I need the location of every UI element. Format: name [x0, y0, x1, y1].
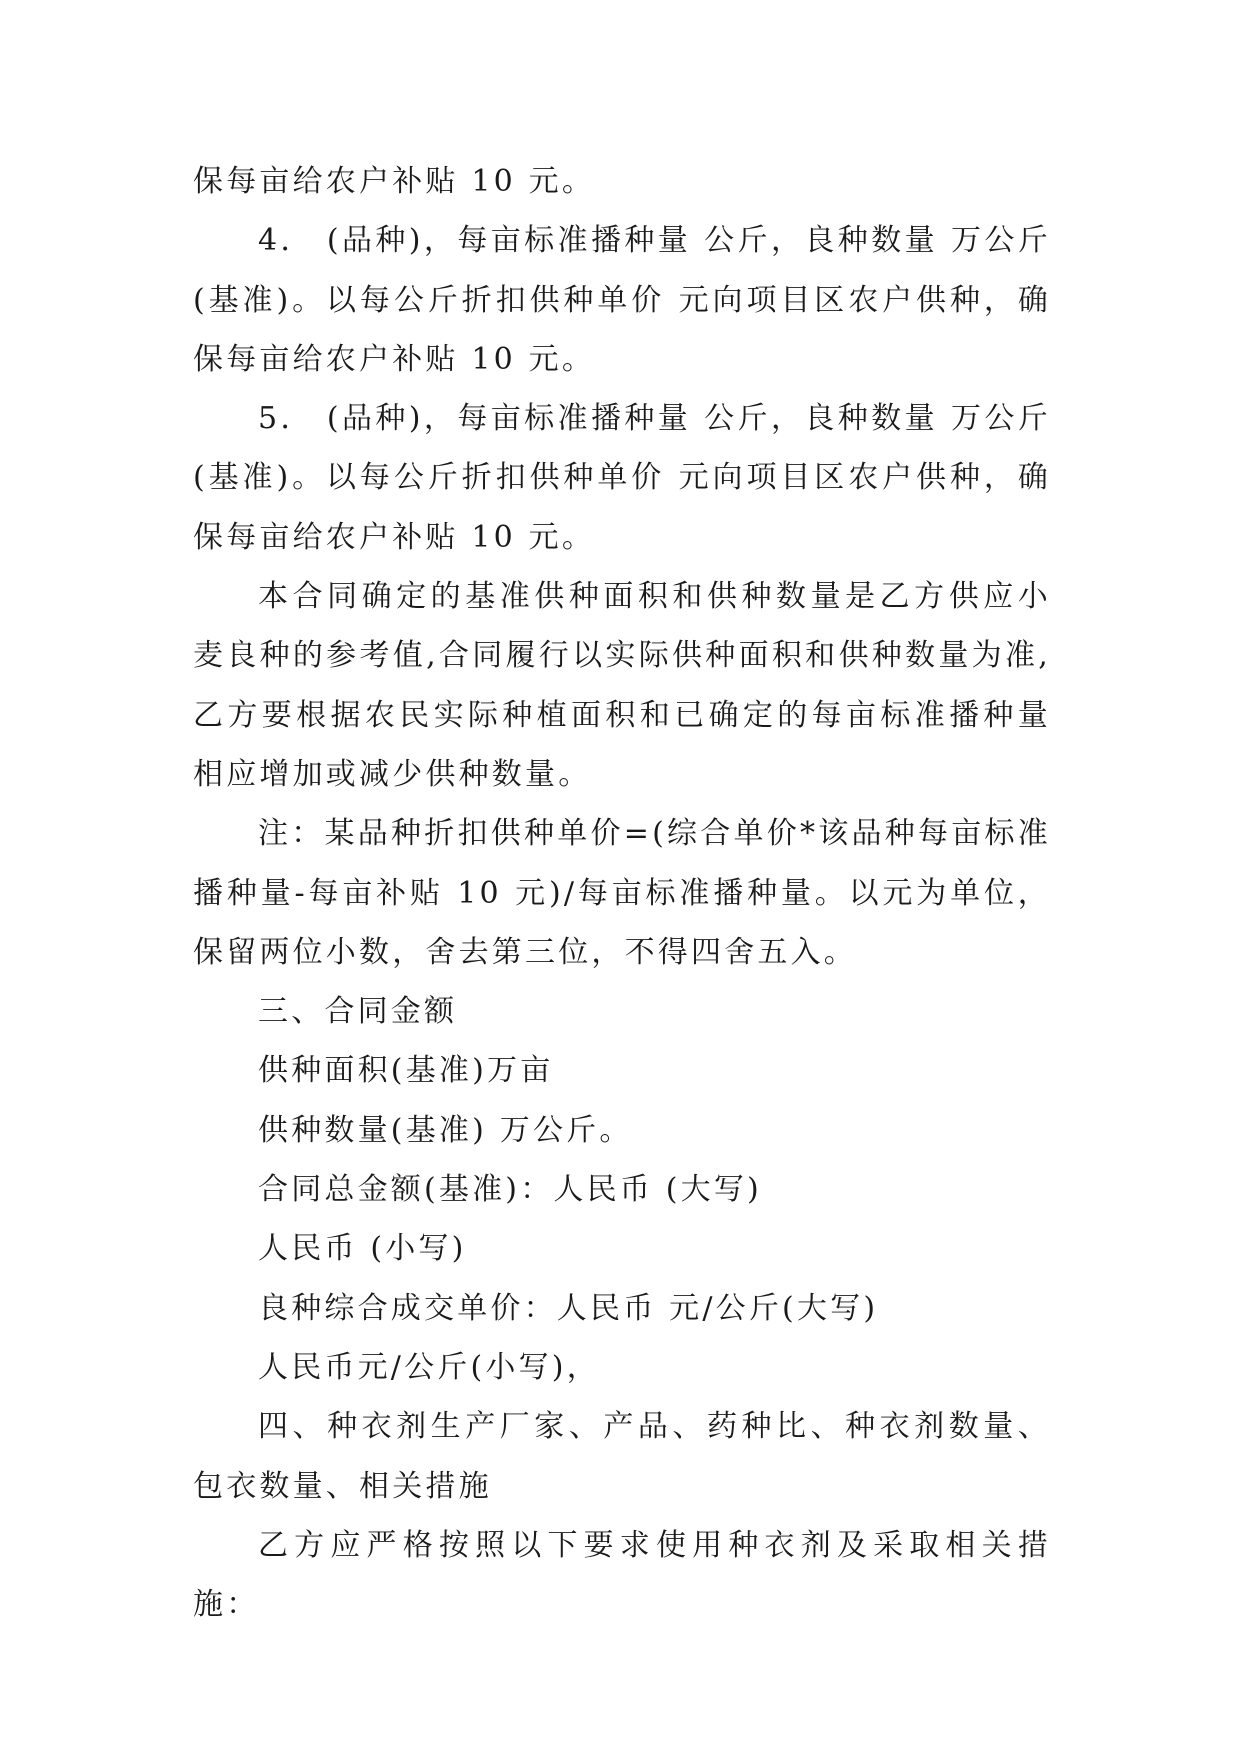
paragraph-supply-area: 供种面积(基准)万亩 — [258, 1053, 554, 1089]
paragraph-price-formula-note: 注：某品种折扣供种单价=(综合单价*该品种每亩标准播种量-每亩补贴 10 元)/每亩标准播种量。以元为单位，保留两位小数，舍去第三位，不得四舍五入。 — [193, 816, 1051, 970]
paragraph-variety-5: 5． (品种)，每亩标准播种量 公斤，良种数量 万公斤(基准)。以每公斤折扣供种单价 元向项目区农户供种，确保每亩给农户补贴 10 元。 — [193, 401, 1051, 555]
paragraph-subsidy-continuation: 保每亩给农户补贴 10 元。 — [193, 164, 596, 199]
paragraph-baseline-note: 本合同确定的基准供种面积和供种数量是乙方供应小麦良种的参考值,合同履行以实际供种面积和供种数量为准,乙方要根据农民实际种植面积和已确定的每亩标准播种量相应增加或减少供种数量。 — [193, 579, 1051, 792]
section-4-heading: 四、种衣剂生产厂家、产品、药种比、种衣剂数量、包衣数量、相关措施 — [193, 1409, 1051, 1504]
paragraph-total-amount-numeric: 人民币 (小写) — [258, 1231, 467, 1267]
document-body — [193, 152, 1051, 1634]
paragraph-section-4-intro: 乙方应严格按照以下要求使用种衣剂及采取相关措施： — [193, 1527, 1051, 1623]
paragraph-variety-4: 4． (品种)，每亩标准播种量 公斤，良种数量 万公斤(基准)。以每公斤折扣供种单价 元向项目区农户供种，确保每亩给农户补贴 10 元。 — [193, 223, 1051, 377]
paragraph-unit-price-numeric: 人民币元/公斤(小写)， — [258, 1349, 600, 1385]
paragraph-supply-quantity: 供种数量(基准) 万公斤。 — [258, 1112, 633, 1148]
paragraph-unit-price-capital: 良种综合成交单价：人民币 元/公斤(大写) — [258, 1290, 879, 1326]
paragraph-total-amount-capital: 合同总金额(基准)：人民币 (大写) — [258, 1172, 762, 1208]
section-3-heading: 三、合同金额 — [258, 994, 458, 1030]
